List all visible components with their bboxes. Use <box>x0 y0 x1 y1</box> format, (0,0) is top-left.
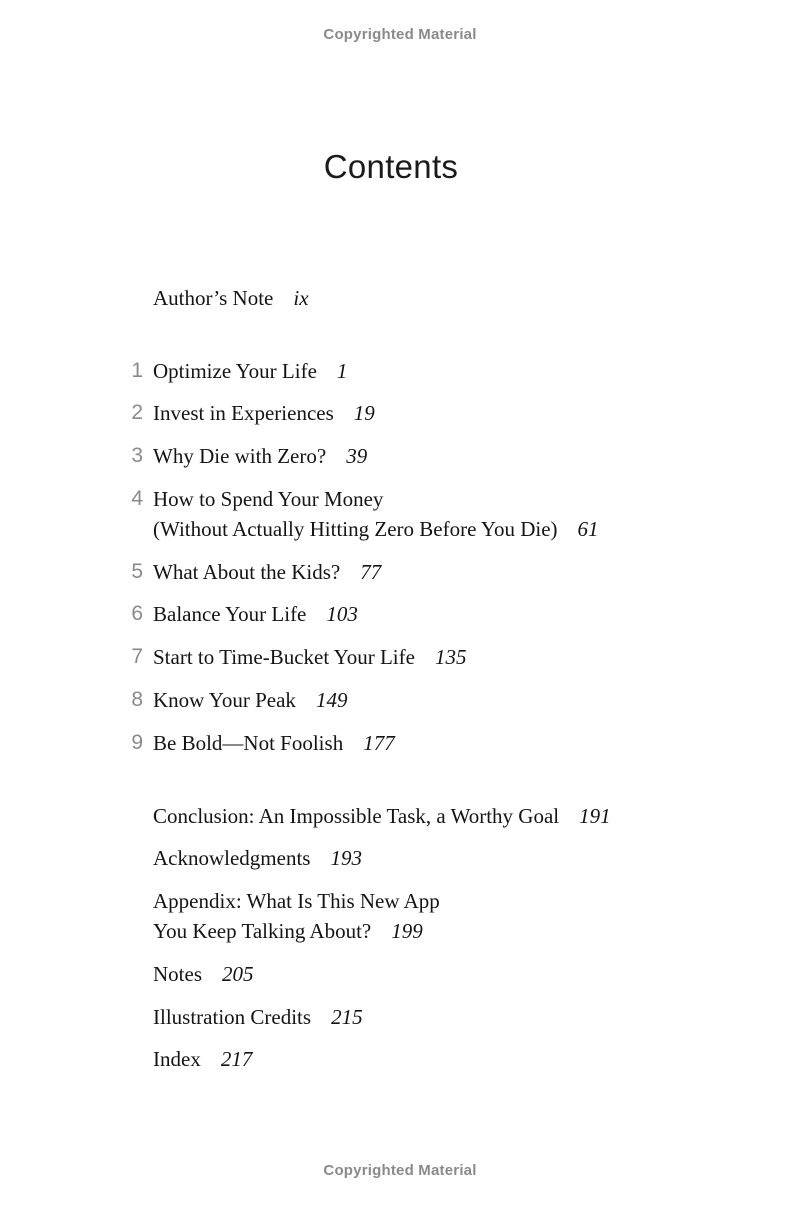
toc-entry-index[interactable] <box>153 1044 252 1074</box>
chapter-number: 3 <box>131 444 143 467</box>
toc-entry-appendix[interactable] <box>153 886 440 946</box>
chapter-number: 7 <box>131 645 143 668</box>
entry-title: Illustration Credits <box>153 1005 312 1029</box>
toc-chapter-5[interactable] <box>131 557 382 587</box>
entry-page: 39 <box>346 444 368 468</box>
entry-title: Index <box>153 1047 201 1071</box>
toc-chapter-7[interactable] <box>131 642 467 672</box>
entry-page: 135 <box>434 645 467 669</box>
watermark-top: Copyrighted Material <box>323 26 477 43</box>
entry-page: 149 <box>315 688 348 712</box>
toc-chapter-4[interactable] <box>131 484 599 544</box>
entry-page: 19 <box>353 401 375 425</box>
chapter-number: 4 <box>131 487 143 510</box>
toc-chapter-6[interactable] <box>131 599 358 629</box>
entry-title: Why Die with Zero? <box>153 444 327 468</box>
entry-page: 217 <box>220 1047 253 1071</box>
entry-title: Appendix: What Is This New App <box>153 889 440 913</box>
entry-title: What About the Kids? <box>153 560 341 584</box>
entry-title: Conclusion: An Impossible Task, a Worthy Goal <box>153 804 560 828</box>
chapter-number: 6 <box>131 602 143 625</box>
toc-entry-acknowledgments[interactable] <box>153 843 362 873</box>
chapter-number: 9 <box>131 731 143 754</box>
toc-chapter-2[interactable] <box>131 398 375 428</box>
entry-title: Start to Time-Bucket Your Life <box>153 645 415 669</box>
chapter-number: 2 <box>131 401 143 424</box>
entry-title: Optimize Your Life <box>153 359 317 383</box>
entry-title: Be Bold—Not Foolish <box>153 731 344 755</box>
toc-chapter-1[interactable] <box>131 356 348 386</box>
watermark-bottom: Copyrighted Material <box>323 1162 477 1179</box>
entry-page: 103 <box>326 602 358 626</box>
entry-page: 215 <box>331 1005 363 1029</box>
toc-chapter-3[interactable] <box>131 441 368 471</box>
entry-title: How to Spend Your Money <box>153 487 384 511</box>
entry-page: ix <box>293 286 309 310</box>
entry-page: 193 <box>330 846 362 870</box>
toc-entry-notes[interactable] <box>153 959 254 989</box>
entry-page: 191 <box>579 804 611 828</box>
entry-title: Know Your Peak <box>153 688 296 712</box>
page-title: Contents <box>323 148 459 185</box>
entry-page: 77 <box>360 560 382 584</box>
chapter-number: 5 <box>131 560 143 583</box>
entry-title: Acknowledgments <box>153 846 311 870</box>
entry-title: Notes <box>153 962 202 986</box>
toc-entry-conclusion[interactable] <box>153 801 611 831</box>
chapter-number: 8 <box>131 688 143 711</box>
entry-page: 1 <box>336 359 348 383</box>
entry-page: 177 <box>363 731 395 755</box>
entry-page: 61 <box>577 517 599 541</box>
entry-page: 205 <box>222 962 254 986</box>
toc-chapter-9[interactable] <box>131 728 395 758</box>
chapter-number: 1 <box>131 359 143 382</box>
entry-title-line2: You Keep Talking About? <box>153 919 372 943</box>
toc-entry-authors-note[interactable] <box>153 283 309 313</box>
entry-title: Author’s Note <box>153 286 274 310</box>
toc-chapter-8[interactable] <box>131 685 348 715</box>
entry-title: Balance Your Life <box>153 602 307 626</box>
entry-page: 199 <box>391 919 423 943</box>
entry-title-line2: (Without Actually Hitting Zero Before You Die) <box>153 517 558 541</box>
toc-entry-illustration-credits[interactable] <box>153 1002 363 1032</box>
entry-title: Invest in Experiences <box>153 401 334 425</box>
